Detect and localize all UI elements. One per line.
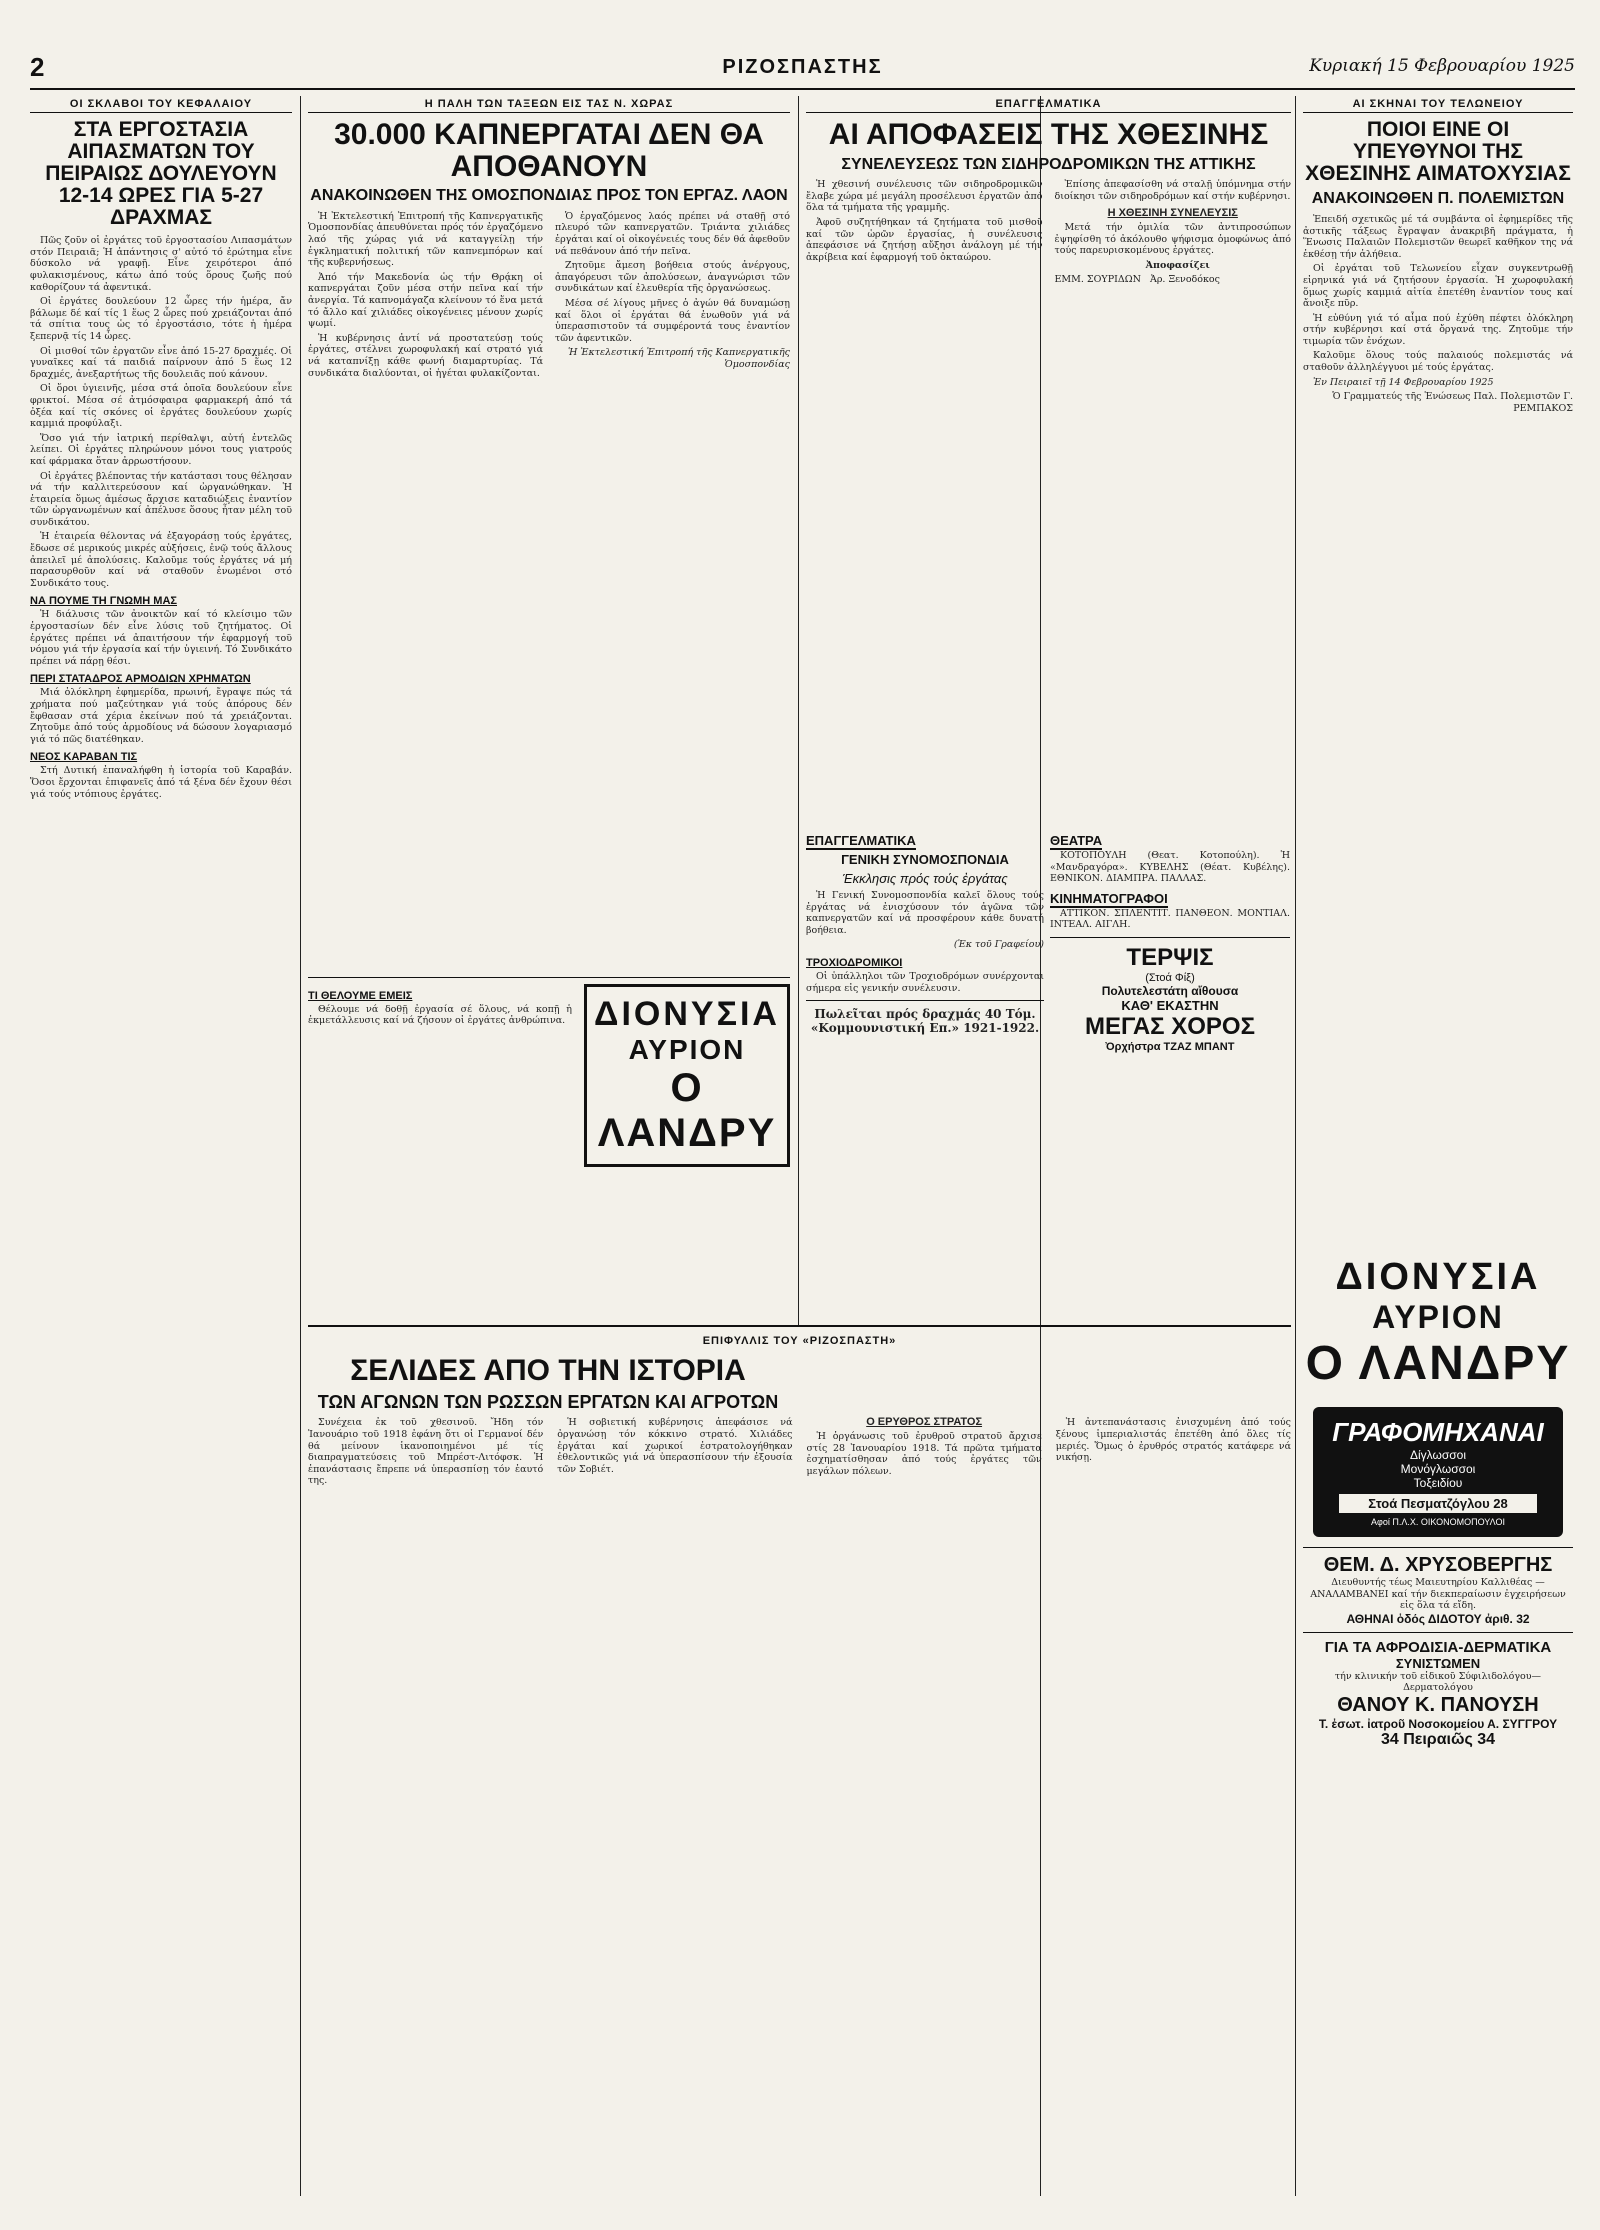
paragraph: Ἐπειδή σχετικῶς μέ τά συμβάντα οἱ ἐφημερίδες τῆς ἀστικῆς τάξεως ἔγραψαν ἀνακριβῆ πράγματα, ἡ Ἕνωσις Παλαιῶν Πολεμιστῶν θεωρεῖ καθῆκον της νά ἐκθέσῃ τήν ἀλήθεια. <box>1303 213 1573 260</box>
section-kicker: ΑΙ ΣΚΗΝΑΙ ΤΟΥ ΤΕΛΩΝΕΙΟΥ <box>1303 98 1573 113</box>
article-body <box>30 235 292 589</box>
paragraph: Καλοῦμε ὅλους τούς παλαιούς πολεμιστάς νά σταθοῦν ἀλληλέγγυοι μέ τούς ἐργάτας. <box>1303 350 1573 374</box>
resolution-label: Ἀποφασίζει <box>1145 259 1210 271</box>
article-column-4 <box>1303 98 1573 1238</box>
article-headline: ΠΟΙΟΙ ΕΙΝΕ ΟΙ ΥΠΕΥΘΥΝΟΙ ΤΗΣ ΧΘΕΣΙΝΗΣ ΑΙΜΑΤΟΧΥΣΙΑΣ <box>1305 118 1571 186</box>
paragraph: ΚΟΤΟΠΟΥΛΗ (Θεατ. Κοτοπούλη). Ἡ «Μανδραγόρα». ΚΥΒΕΛΗΣ (Θέατ. Κυβέλης). ΕΘΝΙΚΟΝ. ΔΙΑΜΠΡΑ. ΠΑΛΛΑΣ. <box>1050 850 1290 885</box>
paragraph: Ἡ Γενική Συνομοσπονδία καλεῖ ὅλους τούς ἐργάτας νά ἐνισχύσουν τόν ἀγῶνα τῶν καπνεργατῶν καί νά προσφέρουν κάθε δυνατή βοήθεια. <box>806 890 1044 936</box>
feuilleton-headline: ΣΕΛΙΔΕΣ ΑΠΟ ΤΗΝ ΙΣΤΟΡΙΑ <box>350 1354 746 1387</box>
ad-line: Ο ΛΑΝΔΡΥ <box>597 1065 777 1155</box>
feuilleton-rule <box>308 1325 1291 1327</box>
ad-line: ΑΥΡΙΟΝ <box>628 1033 746 1065</box>
ads-column <box>1303 1250 1573 2200</box>
book-notice: Πωλεῖται πρός δραχμάς 40 Τόμ. «Κομμουνιστική Επ.» 1921-1922. <box>810 1007 1040 1036</box>
ad-line: Αφοί Π.Λ.Χ. ΟΙΚΟΝΟΜΟΠΟΥΛΟΙ <box>1371 1517 1505 1527</box>
paragraph: Ὅσο γιά τήν ἰατρική περίθαλψι, αὐτή ἐντελῶς λείπει. Οἱ ἐργάτες πληρώνουν μόνοι τους γιατρούς καί φάρμακα ὅταν ἀρρωστήσουν. <box>30 432 292 467</box>
article-column-1 <box>30 98 292 2198</box>
article-column-2 <box>308 98 790 1318</box>
masthead: ΡΙΖΟΣΠΑΣΤΗΣ <box>722 56 883 78</box>
article-headline: ΑΙ ΑΠΟΦΑΣΕΙΣ ΤΗΣ ΧΘΕΣΙΝΗΣ <box>828 118 1269 151</box>
section-kicker: ΕΠΙΦΥΛΛΙΣ ΤΟΥ «ΡΙΖΟΣΠΑΣΤΗ» <box>702 1335 897 1347</box>
article-body <box>806 179 1291 719</box>
section-kicker: Η ΠΑΛΗ ΤΩΝ ΤΑΞΕΩΝ ΕΙΣ ΤΑΣ Ν. ΧΩΡΑΣ <box>308 98 790 113</box>
paragraph: Ἀφοῦ συζητήθηκαν τά ζητήματα τοῦ μισθοῦ καί τῶν ὡρῶν ἐργασίας, ἡ συνέλευσις ἀπεφάσισε νά ζητήσῃ αὔξησι ἀνάλογη μέ τήν ἀκρίβεια καί ἐφαρμογή τοῦ ὀκταώρου. <box>806 217 1043 263</box>
paragraph: Οἱ ὅροι ὑγιεινῆς, μέσα στά ὁποῖα δουλεύουν εἶνε φρικτοί. Μέσα σέ ἀτμόσφαιρα φαρμακερή ἀπό τά ὀξέα καί τίς σκόνες οἱ ἐργάτες δουλεύουν χωρίς καμμιά προφύλαξι. <box>30 383 292 430</box>
paragraph: Ἐπίσης ἀπεφασίσθη νά σταλῇ ὑπόμνημα στήν διοίκησι τῶν σιδηροδρόμων καί στήν κυβέρνησι. <box>1054 179 1291 202</box>
paragraph: Ζητοῦμε ἄμεση βοήθεια στούς ἀνέργους, ἀπαγόρευσι τῶν ἀπολύσεων, ἀναγνώρισι τῶν συνδικάτων καί ἐλευθερία τῆς ὀργανώσεως. <box>555 260 790 295</box>
ad-clinic-name: ΘΑΝΟΥ Κ. ΠΑΝΟΥΣΗ <box>1337 1693 1539 1716</box>
ad-dionysia-small <box>584 984 790 1167</box>
article-column-3b <box>806 830 1044 1310</box>
ad-line: Τοξειδίου <box>1413 1476 1463 1490</box>
section-title: Η ΧΘΕΣΙΝΗ ΣΥΝΕΛΕΥΣΙΣ <box>1107 207 1238 220</box>
article-body <box>308 211 790 971</box>
section-title: Ο ΕΡΥΘΡΟΣ ΣΤΡΑΤΟΣ <box>866 1416 983 1429</box>
paragraph: Ἡ Ἐκτελεστική Ἐπιτροπή τῆς Καπνεργατικῆς Ὁμοσπονδίας ἀπευθύνεται πρός τόν ἐργαζόμενο λαό τῆς χώρας γιά νά καταγγείλῃ τήν ἐγκληματική πολιτική τῶν καπνεμπόρων καί τῆς κυβερνήσεως. <box>308 210 543 269</box>
paragraph: Οἱ ἐργάτες δουλεύουν 12 ὧρες τήν ἡμέρα, ἄν βάλωμε δέ καί τίς 1 ἕως 2 ὧρες πού χρειάζονται ἀπό τά σπίτια τους ὡς τό ἐργοστάσιο, τότε ἡ ἡμέρα ξεπερνᾷ τίς 14 ὧρες. <box>30 296 292 342</box>
ad-line: ΓΡΑΦΟΜΗΧΑΝΑΙ <box>1332 1417 1544 1447</box>
paragraph: Μιά ὁλόκληρη ἐφημερίδα, πρωινή, ἔγραψε πώς τά χρήματα πού μαζεύτηκαν γιά τούς ἀπόρους δέν ἔφθασαν στά χέρια ἐκείνων πού τά χρειάζονται. Ζητοῦμε ἀπό τούς ἁρμοδίους νά δώσουν λογαριασμό γιά τό πῶς διατέθηκαν. <box>30 687 292 745</box>
paragraph: Οἱ ὑπάλληλοι τῶν Τροχιοδρόμων συνέρχονται σήμερα εἰς γενικήν συνέλευσιν. <box>806 970 1044 994</box>
issue-date: Κυριακή 15 Φεβρουαρίου 1925 <box>1309 56 1575 76</box>
ad-doctor-body: Διευθυντής τέως Μαιευτηρίου Καλλιθέας — ΑΝΑΛΑΜΒΑΝΕΙ καί τήν διεκπεραίωσιν ἐγχειρήσεων εἰς ὅλα τά εἴδη. <box>1310 1577 1566 1612</box>
article-column-3c <box>1050 830 1290 1310</box>
paragraph: Στή Δυτική ἐπαναλήφθη ἡ ἱστορία τοῦ Καραβάν. Ὅσοι ἔρχονται ἐπιφανεῖς ἀπό τά ξένα δέν ἔχουν θέσι γιά τούς ντόπιους ἐργάτες. <box>30 765 292 800</box>
ad-line: ΜΕΓΑΣ ΧΟΡΟΣ <box>1085 1012 1255 1040</box>
paragraph: Πῶς ζοῦν οἱ ἐργάτες τοῦ ἐργοστασίου Λιπασμάτων στόν Πειραιᾶ; Ἡ ἀπάντησις σ' αὐτό τό ἐρώτημα εἶνε δύσκολο νά γραφῇ. Εἶνε χειρότεροι ἀπό φυλακισμένους, κάτω ἀπό τούς ὅρους ζωῆς πού καθορίζουν τά ἀφεντικά. <box>30 235 292 293</box>
paragraph: Ἡ ὀργάνωσις τοῦ ἐρυθροῦ στρατοῦ ἄρχισε στίς 28 Ἰανουαρίου 1918. Τά πρῶτα τμήματα ἐσχηματίσθησαν ἀπό τούς ἐργάτες τῶν μεγάλων πόλεων. <box>806 1430 1042 1477</box>
signature: Ὁ Γραμματεύς τῆς Ἑνώσεως Παλ. Πολεμιστῶν Γ. ΡΕΜΠΑΚΟΣ <box>1332 391 1573 414</box>
paragraph: Ἀπό τήν Μακεδονία ὡς τήν Θρᾴκη οἱ καπνεργάται ζοῦν μέσα στήν πεῖνα καί τήν ἀνεργία. Τά καπνομάγαζα κλείνουν τό ἕνα μετά τό ἄλλο καί χιλιάδες οἰκογένειες μένουν χωρίς ψωμί. <box>308 271 543 330</box>
ad-line: Ο ΛΑΝΔΡΥ <box>1305 1337 1571 1390</box>
paragraph: Οἱ ἐργάτες βλέποντας τήν κατάστασι τους θέλησαν νά τήν καλλιτερεύσουν καί ὠργανώθηκαν. Ἡ ἑταιρεία ὅμως ἀμέσως ἄρχισε καταδιώξεις ἐναντίον τῶν ὠργανωμένων καί ἀπέλυσε ὅσους ἦταν μέλη τοῦ συνδικάτου. <box>30 470 292 528</box>
feuilleton-body <box>308 1417 1291 2157</box>
section-title: ΚΙΝΗΜΑΤΟΓΡΑΦΟΙ <box>1050 890 1168 906</box>
paragraph: Ἡ ἀντεπανάστασις ἐνισχυμένη ἀπό τούς ξένους ἱμπεριαλιστάς ἐπετέθη ἀπό ὅλες τίς μεριές. Ὅμως ὁ ἐρυθρός στρατός κατάφερε νά νικήσῃ. <box>1055 1417 1291 1464</box>
paragraph: Ἡ κυβέρνησις ἀντί νά προστατεύσῃ τούς ἐργάτες, στέλνει χωροφυλακή καί στρατό γιά νά καταπνίξῃ κάθε φωνή διαμαρτυρίας. Τά συνδικάτα διαλύονται, οἱ ἡγέται φυλακίζονται. <box>308 332 543 379</box>
paragraph: Ἡ σοβιετική κυβέρνησις ἀπεφάσισε νά ὀργανώσῃ τόν κόκκινο στρατό. Χιλιάδες ἐργάται καί χωρικοί ἐστρατολογήθηκαν ἐθελοντικῶς γιά νά ὑπερασπίσουν τήν ἐξουσία τῶν Σοβιέτ. <box>557 1417 793 1475</box>
ad-clinic-address: 34 Πειραιῶς 34 <box>1380 1730 1496 1748</box>
paragraph: Μετά τήν ὁμιλία τῶν ἀντιπροσώπων ἐψηφίσθη τό ἀκόλουθο ψήφισμα ὁμοφώνως ἀπό τούς παρευρισκομένους ἐργάτες. <box>1054 222 1291 257</box>
signature: Ἀρ. Ξενοδόκος <box>1149 274 1220 286</box>
article-column-3 <box>806 98 1291 818</box>
column-divider <box>798 96 799 1326</box>
section-title: ΤΡΟΧΙΟΔΡΟΜΙΚΟΙ <box>806 956 903 969</box>
article-body <box>1303 214 1573 415</box>
paragraph: Μέσα σέ λίγους μῆνες ὁ ἀγών θά δυναμώσῃ καί ὅλοι οἱ ἐργάται θά ἑνωθοῦν γιά νά ὑπερασπιστοῦν τά συμφέροντά τους ἐναντίον τῶν ἀφεντικῶν. <box>555 297 790 344</box>
article-headline: ΣΤΑ ΕΡΓΟΣΤΑΣΙΑ ΑΙΠΑΣΜΑΤΩΝ ΤΟΥ ΠΕΙΡΑΙΩΣ ΔΟΥΛΕΥΟΥΝ 12-14 ΩΡΕΣ ΓΙΑ 5-27 ΔΡΑΧΜΑΣ <box>45 118 277 230</box>
ad-clinic-sub: ΣΥΝΙΣΤΩΜΕΝ <box>1395 1655 1481 1671</box>
ad-terpsis <box>1050 944 1290 1053</box>
paragraph: ΑΤΤΙΚΟΝ. ΣΠΛΕΝΤΙΤ. ΠΑΝΘΕΟΝ. ΜΟΝΤΙΑΛ. ΙΝΤΕΑΛ. ΑΙΓΛΗ. <box>1050 907 1290 931</box>
signature: (Ἐκ τοῦ Γραφείου) <box>953 939 1044 951</box>
section-title: ΝΑ ΠΟΥΜΕ ΤΗ ΓΝΩΜΗ ΜΑΣ <box>30 595 177 608</box>
ad-dionysia-large <box>1303 1250 1573 1397</box>
article-headline: 30.000 ΚΑΠΝΕΡΓΑΤΑΙ ΔΕΝ ΘΑ ΑΠΟΘΑΝΟΥΝ <box>334 118 764 183</box>
ad-doctor-address: ΑΘΗΝΑΙ ὁδός ΔΙΔΟΤΟΥ ἀριθ. 32 <box>1346 1611 1530 1626</box>
ad-line: Ὀρχήστρα ΤΖΑΖ ΜΠΑΝΤ <box>1105 1040 1235 1053</box>
signature: ΕΜΜ. ΣΟΥΡΙΔΩΝ <box>1054 274 1141 286</box>
paragraph: Οἱ μισθοί τῶν ἐργατῶν εἶνε ἀπό 15-27 δραχμές. Οἱ γυναῖκες καί τά παιδιά παίρνουν ἀπό 5 ἕως 12 δραχμές, ἀνεξαρτήτως τῆς δουλειᾶς πού κάνουν. <box>30 345 292 380</box>
ad-clinic-body: τήν κλινικήν τοῦ εἰδικοῦ Σύφιλιδολόγου—Δερματολόγου <box>1334 1670 1542 1694</box>
section-kicker: ΟΙ ΣΚΛΑΒΟΙ ΤΟΥ ΚΕΦΑΛΑΙΟΥ <box>30 98 292 113</box>
paragraph: Ἡ εὐθύνη γιά τό αἷμα πού ἐχύθη πέφτει ὁλόκληρη στήν κυβέρνησι καί στά ὄργανά της. Ζητοῦμε τήν τιμωρία τῶν ἐνόχων. <box>1303 312 1573 347</box>
ad-line: ΔΙΟΝΥΣΙΑ <box>1335 1256 1541 1298</box>
section-kicker: ΕΠΑΓΓΕΛΜΑΤΙΚΑ <box>806 98 1291 113</box>
paragraph: Θέλουμε νά δοθῇ ἐργασία σέ ὅλους, νά κοπῇ ἡ ἐκμετάλλευσις καί νά ζήσουν οἱ ἐργάτες ἀνθρώπινα. <box>308 1003 572 1027</box>
ad-line: Μονόγλωσσοι <box>1400 1462 1476 1476</box>
ad-line: Στοά Πεσματζόγλου 28 <box>1339 1494 1537 1513</box>
ad-line: ΑΥΡΙΟΝ <box>1372 1299 1504 1335</box>
article-subhead: ΑΝΑΚΟΙΝΩΘΕΝ Π. ΠΟΛΕΜΙΣΤΩΝ <box>1311 190 1565 208</box>
ad-line: ΤΕΡΨΙΣ <box>1126 943 1214 971</box>
column-divider <box>1295 96 1296 2196</box>
article-subhead: ΓΕΝΙΚΗ ΣΥΝΟΜΟΣΠΟΝΔΙΑ <box>841 852 1009 867</box>
ad-line: (Στοά Φίξ) <box>1145 971 1195 984</box>
article-subhead: ΣΥΝΕΛΕΥΣΕΩΣ ΤΩΝ ΣΙΔΗΡΟΔΡΟΜΙΚΩΝ ΤΗΣ ΑΤΤΙΚΗΣ <box>841 155 1256 173</box>
section-title: ΠΕΡΙ ΣΤΑΤΑΔΡΟΣ ΑΡΜΟΔΙΩΝ ΧΡΗΜΑΤΩΝ <box>30 673 251 686</box>
ad-line: ΚΑΘ' ΕΚΑΣΤΗΝ <box>1121 997 1219 1013</box>
section-title: ΤΙ ΘΕΛΟΥΜΕ ΕΜΕΙΣ <box>308 989 413 1002</box>
signature: Ἡ Ἐκτελεστική Ἐπιτροπή τῆς Καπνεργατικῆς Ὁμοσπονδίας <box>567 347 790 370</box>
paragraph: Ἡ χθεσινή συνέλευσις τῶν σιδηροδρομικῶν ἔλαβε χώρα μέ μεγάλη προσέλευσι ἐργατῶν ἀπό ὅλα τά τμήματα τῆς γραμμῆς. <box>806 179 1043 214</box>
ad-line: Δίγλωσσοι <box>1409 1448 1467 1462</box>
column-divider <box>300 96 301 2196</box>
ad-line: Πολυτελεστάτη αἴθουσα <box>1101 983 1239 998</box>
ad-clinic-title: ΓΙΑ ΤΑ ΑΦΡΟΔΙΣΙΑ-ΔΕΡΜΑΤΙΚΑ <box>1324 1638 1552 1656</box>
paragraph: Οἱ ἐργάται τοῦ Τελωνείου εἶχαν συγκεντρωθῇ εἰρηνικά γιά νά ζητήσουν ἐργασία. Ἡ χωροφυλακή ὅμως χωρίς καμμιά αἰτία ἐπετέθη ἐναντίον τους καί ἄνοιξε πῦρ. <box>1303 263 1573 310</box>
paragraph: Ὁ ἐργαζόμενος λαός πρέπει νά σταθῇ στό πλευρό τῶν καπνεργατῶν. Τριάντα χιλιάδες ἐργάται καί οἱ οἰκογένειές τους δέν θά ἀφεθοῦν νά πεθάνουν ἀπό τήν πεῖνα. <box>555 210 790 257</box>
section-title: ΝΕΟΣ ΚΑΡΑΒΑΝ ΤΙΣ <box>30 751 138 764</box>
ad-doctor-name: ΘΕΜ. Δ. ΧΡΥΣΟΒΕΡΓΗΣ <box>1323 1554 1553 1576</box>
paragraph: Συνέχεια ἐκ τοῦ χθεσινοῦ. Ἤδη τόν Ἰανουάριο τοῦ 1918 ἐφάνη ὅτι οἱ Γερμανοί δέν θά μείνουν ἱκανοποιημένοι μέ τίς διαπραγματεύσεις τοῦ Μπρέστ-Λιτόφσκ. Ἡ ἐπανάστασις ἔπρεπε νά ὑπερασπίσῃ τόν ἑαυτό της. <box>308 1417 544 1487</box>
ad-line: ΔΙΟΝΥΣΙΑ <box>594 994 780 1033</box>
ad-typewriters <box>1313 1407 1563 1537</box>
signature: Ἐν Πειραιεῖ τῇ 14 Φεβρουαρίου 1925 <box>1313 376 1494 388</box>
feuilleton <box>308 1335 1291 2195</box>
article-subhead: Έκκλησις πρός τούς ἐργάτας <box>842 871 1008 886</box>
page-header <box>30 48 1575 90</box>
article-subhead: ΑΝΑΚΟΙΝΩΘΕΝ ΤΗΣ ΟΜΟΣΠΟΝΔΙΑΣ ΠΡΟΣ ΤΟΝ ΕΡΓΑΖ. ΛΑΟΝ <box>310 187 788 204</box>
page-number: 2 <box>30 52 45 82</box>
feuilleton-subhead: ΤΩΝ ΑΓΩΝΩΝ ΤΩΝ ΡΩΣΣΩΝ ΕΡΓΑΤΩΝ ΚΑΙ ΑΓΡΟΤΩΝ <box>317 1391 779 1412</box>
section-title: ΕΠΑΓΓΕΛΜΑΤΙΚΑ <box>806 833 916 848</box>
paragraph: Ἡ διάλυσις τῶν ἀνοικτῶν καί τό κλείσιμο τῶν ἐργοστασίων δέν εἶνε λύσις τοῦ ζητήματος. Οἱ ἐργάτες πρέπει νά ἀπαιτήσουν τήν ἐφαρμογή τοῦ νόμου γιά τήν ἐργασία καί τήν ὑγιεινή. Τό Συνδικάτο πρέπει νά πάρῃ θέσι. <box>30 609 292 667</box>
section-title: ΘΕΑΤΡΑ <box>1050 833 1103 848</box>
ad-clinic-address: Τ. ἐσωτ. ἰατροῦ Νοσοκομείου Α. ΣΥΓΓΡΟΥ <box>1318 1716 1558 1731</box>
paragraph: Ἡ ἑταιρεία θέλοντας νά ἐξαγοράσῃ τούς ἐργάτες, ἔδωσε σέ μερικούς μικρές αὐξήσεις, ἐνῷ τούς ἄλλους ἀπειλεῖ μέ ἀπολύσεις. Καλοῦμε τούς ἐργάτες νά μή παρασυρθοῦν καί νά σταθοῦν ἑνωμένοι στό Συνδικάτο τους. <box>30 531 292 589</box>
